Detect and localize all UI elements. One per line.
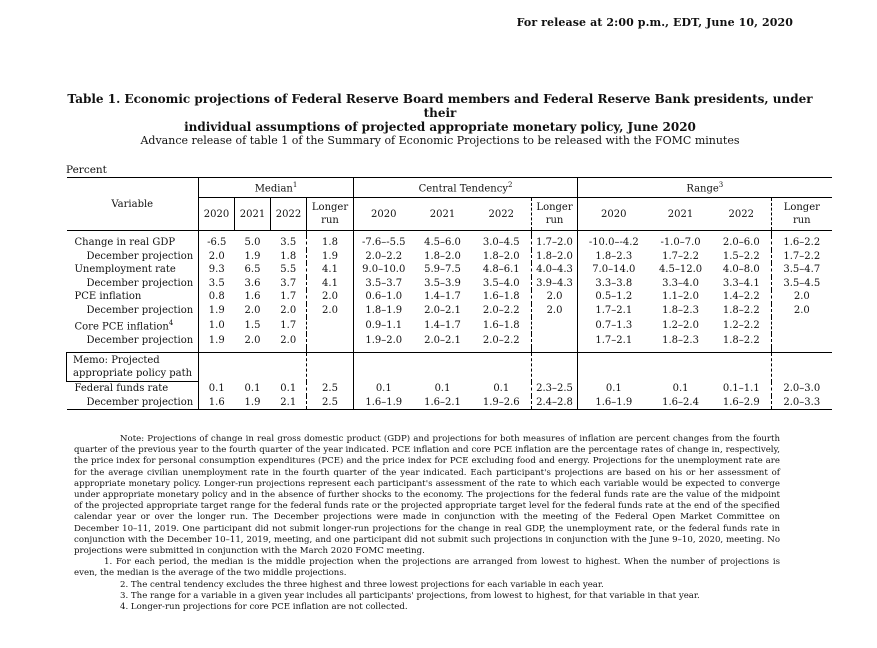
- row-label: December projection: [86, 250, 194, 262]
- median-longer-run-header: Longer run: [307, 198, 354, 231]
- range-year-header: 2021: [650, 198, 712, 231]
- row-label: December projection: [86, 304, 194, 316]
- range-cell: 3.3–4.1: [722, 277, 760, 289]
- central-cell: 9.0–10.0: [354, 263, 414, 277]
- footnote-4: 4. Longer-run projections for core PCE inflation are not collected.: [120, 602, 408, 613]
- central-cell: 2.0–2.1: [424, 334, 461, 346]
- title-block: [60, 92, 820, 148]
- table-row: [67, 263, 832, 277]
- central-year-header: 2020: [354, 198, 414, 231]
- median-cell: 9.3: [199, 263, 235, 277]
- range-cell: [772, 334, 832, 348]
- range-cell: 2.0–3.3: [772, 396, 832, 410]
- range-cell: 7.0–14.0: [578, 263, 650, 277]
- table-row: [67, 250, 832, 264]
- range-cell: 2.0: [772, 290, 832, 304]
- median-cell: 0.8: [199, 290, 235, 304]
- table-title-line1: Table 1. Economic projections of Federal Reserve Board members and Federal Reserve Bank presidents, under their: [67, 92, 813, 120]
- median-cell: 2.0: [280, 334, 297, 346]
- median-cell: 2.1: [271, 396, 307, 410]
- range-cell: 3.5–4.7: [772, 263, 832, 277]
- units-label: Percent: [66, 164, 107, 176]
- median-cell: 1.9: [244, 250, 261, 262]
- central-cell: 5.9–7.5: [424, 264, 461, 275]
- range-cell: 1.6–2.9: [712, 396, 772, 410]
- median-cell: 2.0: [199, 250, 235, 264]
- median-cell: 1.9: [307, 250, 354, 264]
- table-row: [67, 317, 832, 334]
- median-cell: 1.9: [199, 334, 235, 348]
- variable-header: Variable: [67, 178, 199, 231]
- range-cell: 0.5–1.2: [578, 290, 650, 304]
- range-header: Range$^3$: [578, 178, 832, 198]
- median-year-header: 2021: [235, 198, 271, 231]
- range-cell: -10.0–-4.2: [578, 236, 650, 250]
- range-cell: 1.8–2.2: [722, 334, 760, 346]
- central-cell: 1.9–2.6: [472, 396, 532, 410]
- row-label: PCE inflation: [74, 291, 142, 302]
- row-label: Change in real GDP: [74, 237, 176, 248]
- median-cell: 0.1: [244, 383, 261, 395]
- median-cell: 0.1: [199, 382, 235, 396]
- median-cell: 5.0: [244, 237, 261, 248]
- central-cell: 1.6–1.8: [482, 291, 520, 302]
- range-cell: 1.4–2.2: [722, 291, 760, 302]
- median-cell: 1.6: [199, 396, 235, 410]
- range-cell: 0.1: [672, 383, 689, 395]
- median-cell: 1.5: [244, 319, 261, 331]
- range-cell: 1.8–2.2: [722, 304, 760, 316]
- footnote-3: 3. The range for a variable in a given year includes all participants' projections, from lowest to highest, for that variable in that year.: [120, 590, 700, 601]
- central-tendency-header: Central Tendency$^2$: [354, 178, 578, 198]
- range-cell: 1.2–2.2: [722, 319, 760, 331]
- row-label: Unemployment rate: [74, 264, 176, 275]
- central-cell: 2.0–2.1: [424, 304, 461, 316]
- central-cell: 1.9–2.0: [354, 334, 414, 348]
- central-cell: 4.0–4.3: [532, 263, 578, 277]
- range-cell: 3.5–4.5: [772, 277, 832, 291]
- central-cell: 2.3–2.5: [532, 382, 578, 396]
- note-main: Note: Projections of change in real gross domestic product (GDP) and projections for both measures of inflation are percent changes from the fourth quarter of the previous year to the fourth quarter of the year indicated. PCE inflation and core PCE inflation are the percentage rates of change in, respectively, the price index for personal consumption expenditures (PCE) and the price index for PCE excluding food and energy. Projections for the unemployment rate are for the average civilian unemployment rate in the fourth quarter of the year indicated. Each participant's projections are based on his or her assessment of appropriate monetary policy. Longer-run projections represent each participant's assessment of the rate to which each variable would be expected to converge under appropriate monetary policy and in the absence of further shocks to the economy. The projections for the federal funds rate are the value of the midpoint of the projected appropriate target range for the federal funds rate or the projected appropriate target level for the federal funds rate at the end of the specified calendar year or over the longer run. The December projections were made in conjunction with the meeting of the Federal Open Market Committee on December 10–11, 2019. One participant did not submit longer-run projections for the change in real GDP, the unemployment rate, or the federal funds rate in conjunction with the December 10–11, 2019, meeting, and one participant did not submit such projections in conjunction with the June 9–10, 2020, meeting. No projections were submitted in conjunction with the March 2020 FOMC meeting.: [74, 434, 780, 557]
- range-cell: 0.1–1.1: [722, 383, 760, 395]
- central-cell: [532, 334, 578, 348]
- central-cell: 1.8–2.0: [482, 250, 520, 262]
- median-cell: [307, 317, 354, 334]
- range-cell: 1.5–2.2: [722, 250, 760, 262]
- notes: [74, 434, 780, 613]
- median-cell: 0.1: [280, 383, 297, 395]
- central-cell: 0.1: [493, 383, 510, 395]
- median-cell: -6.5: [199, 236, 235, 250]
- range-cell: 1.2–2.0: [662, 319, 699, 331]
- median-cell: 1.7: [280, 291, 297, 302]
- median-cell: 2.0: [307, 304, 354, 318]
- range-cell: 1.7–2.2: [662, 250, 699, 262]
- range-cell: 1.8–2.3: [662, 304, 699, 316]
- median-cell: 3.5: [280, 237, 297, 248]
- median-cell: 5.5: [280, 264, 297, 275]
- table-row: [67, 277, 832, 291]
- table-row: [67, 236, 832, 250]
- range-cell: 1.7–2.2: [772, 250, 832, 264]
- central-cell: 3.5–4.0: [482, 277, 520, 289]
- median-cell: 1.9: [199, 304, 235, 318]
- central-cell: 2.0–2.2: [354, 250, 414, 264]
- median-cell: 2.0: [244, 304, 261, 316]
- table-row: [67, 334, 832, 348]
- central-cell: 3.9–4.3: [532, 277, 578, 291]
- row-label: December projection: [86, 277, 194, 289]
- central-cell: 2.0: [532, 304, 578, 318]
- memo-row: [67, 353, 832, 382]
- footnote-2: 2. The central tendency excludes the three highest and three lowest projections for each variable in each year.: [120, 579, 604, 590]
- range-year-header: 2020: [578, 198, 650, 231]
- range-cell: 1.6–1.9: [578, 396, 650, 410]
- range-cell: 2.0–6.0: [722, 237, 760, 248]
- range-cell: 1.6–2.2: [772, 236, 832, 250]
- central-cell: 2.0–2.2: [482, 334, 520, 346]
- median-cell: 2.5: [307, 382, 354, 396]
- median-cell: 1.6: [244, 291, 261, 302]
- central-cell: 1.6–2.1: [414, 396, 472, 410]
- row-label: Core PCE inflation$^4$: [74, 319, 174, 333]
- median-year-header: 2022: [271, 198, 307, 231]
- median-cell: 1.8: [280, 250, 297, 262]
- median-cell: 4.1: [307, 263, 354, 277]
- median-cell: 2.5: [307, 396, 354, 410]
- range-cell: 2.0–3.0: [772, 382, 832, 396]
- central-cell: [532, 317, 578, 334]
- median-cell: 1.8: [307, 236, 354, 250]
- central-cell: 1.8–2.0: [532, 250, 578, 264]
- table-row: [67, 396, 832, 410]
- range-year-header: 2022: [712, 198, 772, 231]
- range-cell: 1.6–2.4: [650, 396, 712, 410]
- median-cell: 3.5: [199, 277, 235, 291]
- row-label: December projection: [86, 334, 194, 346]
- central-cell: 1.4–1.7: [424, 319, 461, 331]
- median-cell: 3.7: [280, 277, 297, 289]
- central-cell: 3.5–3.7: [354, 277, 414, 291]
- range-cell: 4.5–12.0: [658, 264, 703, 275]
- range-cell: 1.7–2.1: [578, 304, 650, 318]
- central-cell: 2.0: [532, 290, 578, 304]
- central-cell: 1.8–2.0: [424, 250, 461, 262]
- central-cell: 2.4–2.8: [532, 396, 578, 410]
- range-cell: -1.0–7.0: [660, 237, 701, 248]
- range-cell: 3.3–3.8: [578, 277, 650, 291]
- memo-label: Memo: Projected appropriate policy path: [67, 353, 199, 382]
- table-row: [67, 382, 832, 396]
- median-header: Median$^1$: [199, 178, 354, 198]
- central-cell: 0.9–1.1: [354, 317, 414, 334]
- central-cell: 1.6–1.8: [482, 319, 520, 331]
- central-cell: 3.5–3.9: [424, 277, 461, 289]
- central-cell: 0.1: [354, 382, 414, 396]
- row-label: Federal funds rate: [74, 383, 169, 395]
- range-cell: 3.3–4.0: [662, 277, 699, 289]
- table-row: [67, 290, 832, 304]
- range-cell: 1.8–2.3: [662, 334, 699, 346]
- central-cell: 1.6–1.9: [354, 396, 414, 410]
- projections-table: [66, 177, 832, 410]
- range-cell: 1.1–2.0: [662, 291, 699, 302]
- central-longer-run-header: Longer run: [532, 198, 578, 231]
- table-subtitle: Advance release of table 1 of the Summary of Economic Projections to be released with the FOMC minutes: [140, 134, 740, 147]
- range-cell: [772, 317, 832, 334]
- central-cell: 3.0–4.5: [482, 237, 520, 248]
- footnote-1: 1. For each period, the median is the middle projection when the projections are arranged from lowest to highest. When the number of projections is even, the median is the average of the two middle projections.: [74, 557, 780, 579]
- central-cell: -7.6–-5.5: [354, 236, 414, 250]
- median-cell: 6.5: [244, 264, 261, 275]
- range-cell: 0.1: [578, 382, 650, 396]
- row-label: December projection: [67, 396, 199, 410]
- range-cell: 2.0: [772, 304, 832, 318]
- median-cell: 2.0: [244, 334, 261, 346]
- median-cell: 1.9: [235, 396, 271, 410]
- range-cell: 1.8–2.3: [578, 250, 650, 264]
- central-cell: 4.5–6.0: [424, 237, 461, 248]
- central-cell: 1.8–1.9: [354, 304, 414, 318]
- median-cell: 2.0: [307, 290, 354, 304]
- range-cell: 0.7–1.3: [578, 317, 650, 334]
- range-cell: 4.0–8.0: [722, 264, 760, 275]
- median-cell: 4.1: [307, 277, 354, 291]
- central-year-header: 2021: [414, 198, 472, 231]
- median-cell: [307, 334, 354, 348]
- table-row: [67, 304, 832, 318]
- median-cell: 1.0: [199, 317, 235, 334]
- central-cell: 0.6–1.0: [354, 290, 414, 304]
- central-cell: 0.1: [434, 383, 451, 395]
- central-cell: 1.7–2.0: [532, 236, 578, 250]
- central-cell: 1.4–1.7: [424, 291, 461, 302]
- median-cell: 1.7: [280, 319, 297, 331]
- central-cell: 4.8–6.1: [482, 264, 520, 275]
- central-year-header: 2022: [472, 198, 532, 231]
- median-cell: 3.6: [244, 277, 261, 289]
- median-cell: 2.0: [280, 304, 297, 316]
- median-year-header: 2020: [199, 198, 235, 231]
- release-line: For release at 2:00 p.m., EDT, June 10, 2020: [516, 16, 793, 29]
- range-longer-run-header: Longer run: [772, 198, 832, 231]
- range-cell: 1.7–2.1: [578, 334, 650, 348]
- central-cell: 2.0–2.2: [482, 304, 520, 316]
- table-title-line2: individual assumptions of projected appropriate monetary policy, June 2020: [184, 120, 696, 134]
